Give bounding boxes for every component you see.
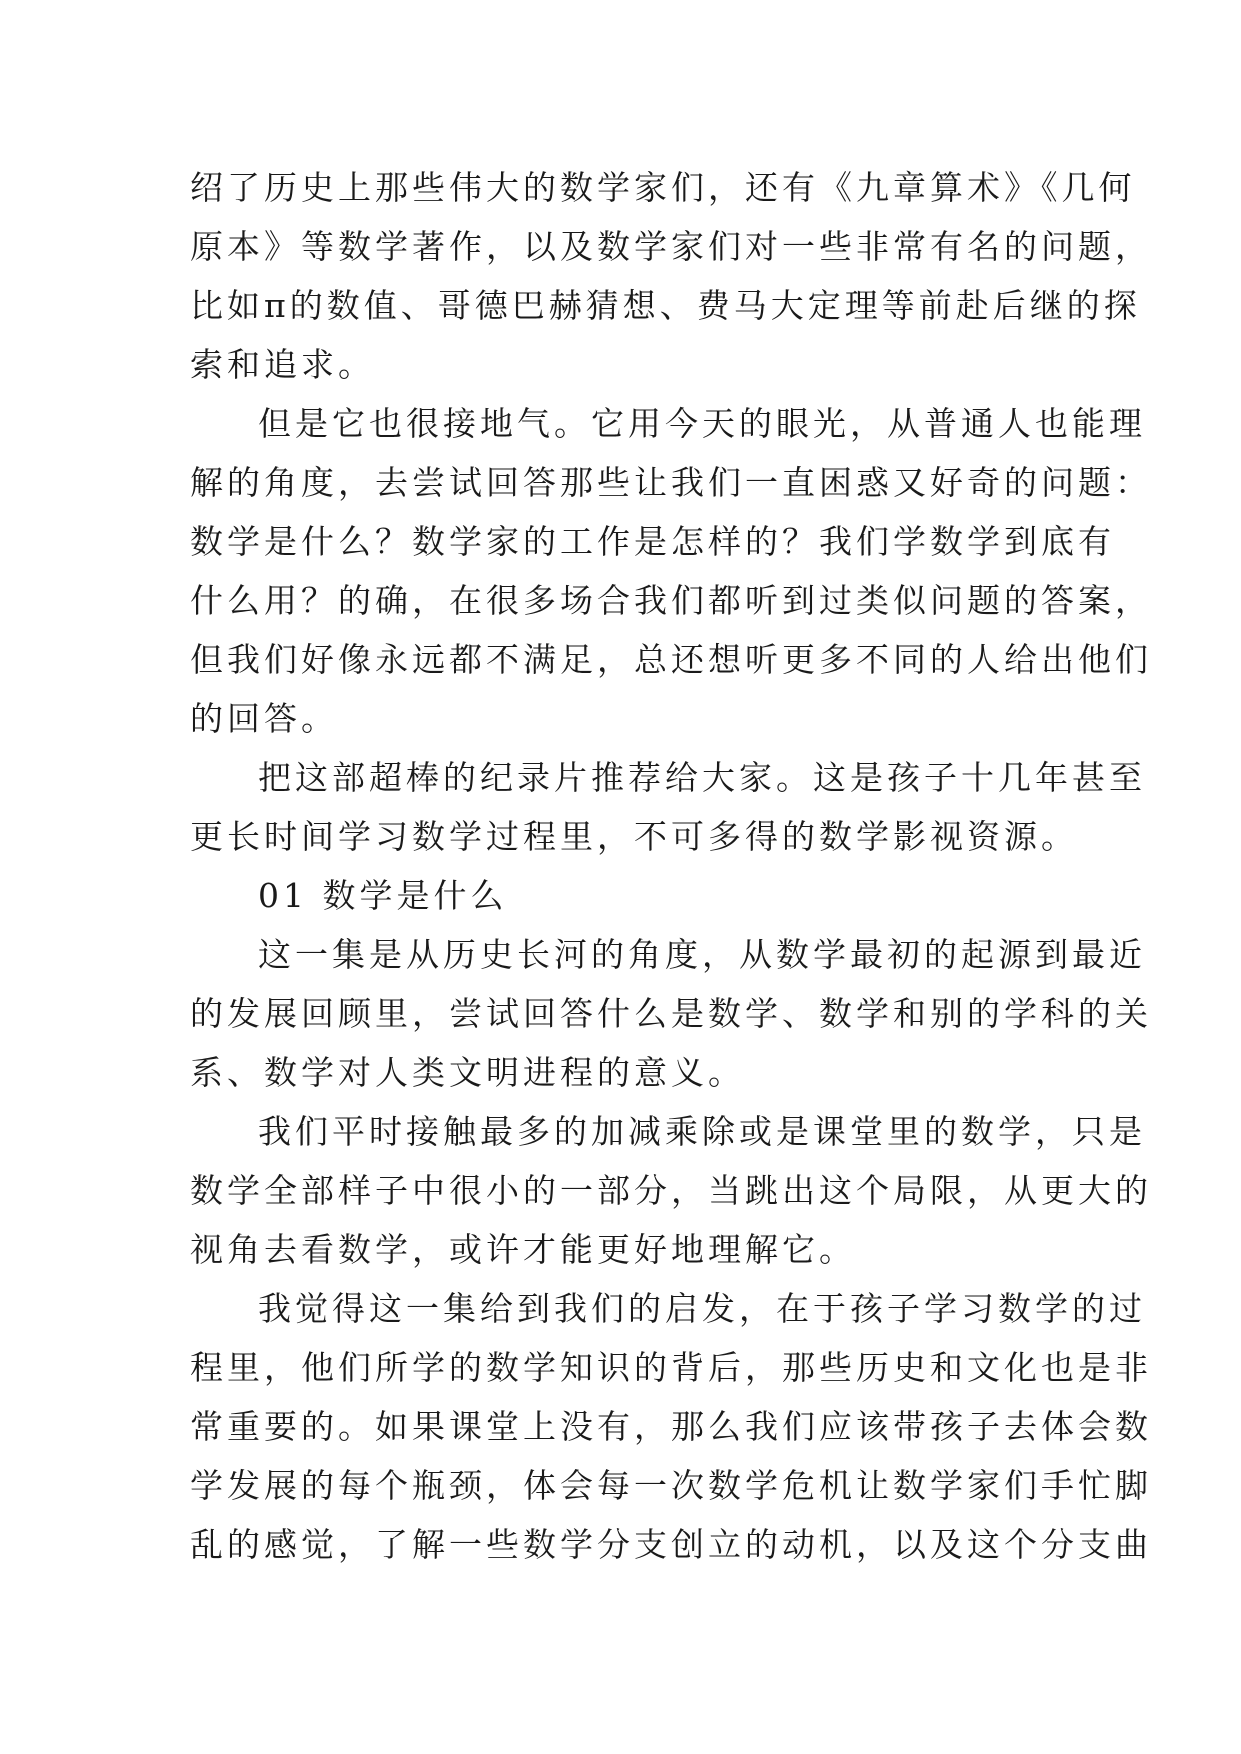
paragraph (190, 158, 1152, 394)
text-line: 但我们好像永远都不满足，总还想听更多不同的人给出他们 (190, 640, 1152, 679)
text-line: 我觉得这一集给到我们的启发，在于孩子学习数学的过 (258, 1289, 1146, 1328)
paragraph (190, 1102, 1152, 1279)
text-line: 的发展回顾里，尝试回答什么是数学、数学和别的学科的关 (190, 994, 1152, 1033)
text-line: 原本》等数学著作，以及数学家们对一些非常有名的问题， (190, 227, 1152, 266)
section-heading (190, 866, 1060, 925)
text-line: 绍了历史上那些伟大的数学家们，还有《九章算术》《几何 (190, 168, 1136, 207)
text-line: 程里，他们所学的数学知识的背后，那些历史和文化也是非 (190, 1348, 1152, 1387)
text-line: 把这部超棒的纪录片推荐给大家。这是孩子十几年甚至 (258, 758, 1146, 797)
body-text (190, 158, 1152, 1574)
paragraph (190, 925, 1152, 1102)
text-line: 数学是什么？数学家的工作是怎样的？我们学数学到底有 (190, 522, 1115, 561)
text-line: 索和追求。 (190, 345, 375, 384)
paragraph (190, 1279, 1152, 1574)
text-line: 什么用？的确，在很多场合我们都听到过类似问题的答案， (190, 581, 1152, 620)
text-line: 系、数学对人类文明进程的意义。 (190, 1053, 745, 1092)
paragraph (190, 748, 1146, 866)
text-line: 数学全部样子中很小的一部分，当跳出这个局限，从更大的 (190, 1171, 1152, 1210)
text-line: 我们平时接触最多的加减乘除或是课堂里的数学，只是 (258, 1112, 1146, 1151)
text-line: 比如π的数值、哥德巴赫猜想、费马大定理等前赴后继的探 (190, 286, 1141, 325)
paragraph (190, 394, 1152, 748)
text-line: 但是它也很接地气。它用今天的眼光，从普通人也能理 (258, 404, 1146, 443)
text-line: 解的角度，去尝试回答那些让我们一直困惑又好奇的问题： (190, 463, 1152, 502)
text-line: 乱的感觉，了解一些数学分支创立的动机，以及这个分支曲 (190, 1525, 1152, 1564)
text-line: 视角去看数学，或许才能更好地理解它。 (190, 1230, 856, 1269)
text-line: 常重要的。如果课堂上没有，那么我们应该带孩子去体会数 (190, 1407, 1152, 1446)
text-line: 这一集是从历史长河的角度，从数学最初的起源到最近 (258, 935, 1146, 974)
section-heading-text: 01 数学是什么 (258, 876, 508, 915)
text-line: 的回答。 (190, 699, 338, 738)
text-line: 学发展的每个瓶颈，体会每一次数学危机让数学家们手忙脚 (190, 1466, 1152, 1505)
text-line: 更长时间学习数学过程里，不可多得的数学影视资源。 (190, 817, 1078, 856)
